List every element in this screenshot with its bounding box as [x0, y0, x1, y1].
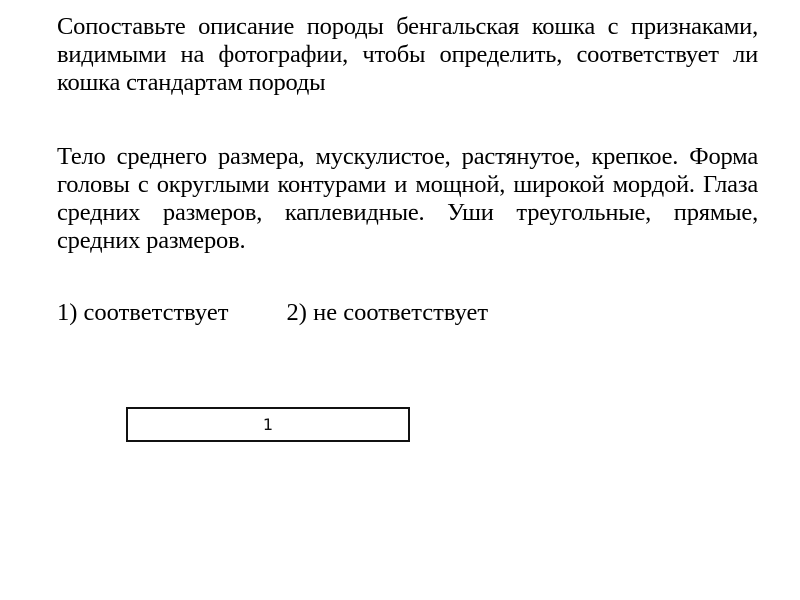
task-instruction: Сопоставьте описание породы бенгальская кошка с признаками, видимыми на фотографии, чтобы определить, соответствует ли кошка стандартам породы [57, 13, 758, 96]
breed-description: Тело среднего размера, мускулистое, растянутое, крепкое. Форма головы с округлыми контурами и мощной, широкой мордой. Глаза средних размеров, каплевидные. Уши треугольные, прямые, средних размеров. [57, 143, 758, 254]
answer-value: 1 [262, 415, 274, 434]
option-matches: 1) соответствует [57, 299, 229, 326]
answer-field[interactable] [126, 407, 410, 442]
answer-options [57, 299, 488, 327]
option-does-not-match: 2) не соответствует [286, 299, 489, 326]
